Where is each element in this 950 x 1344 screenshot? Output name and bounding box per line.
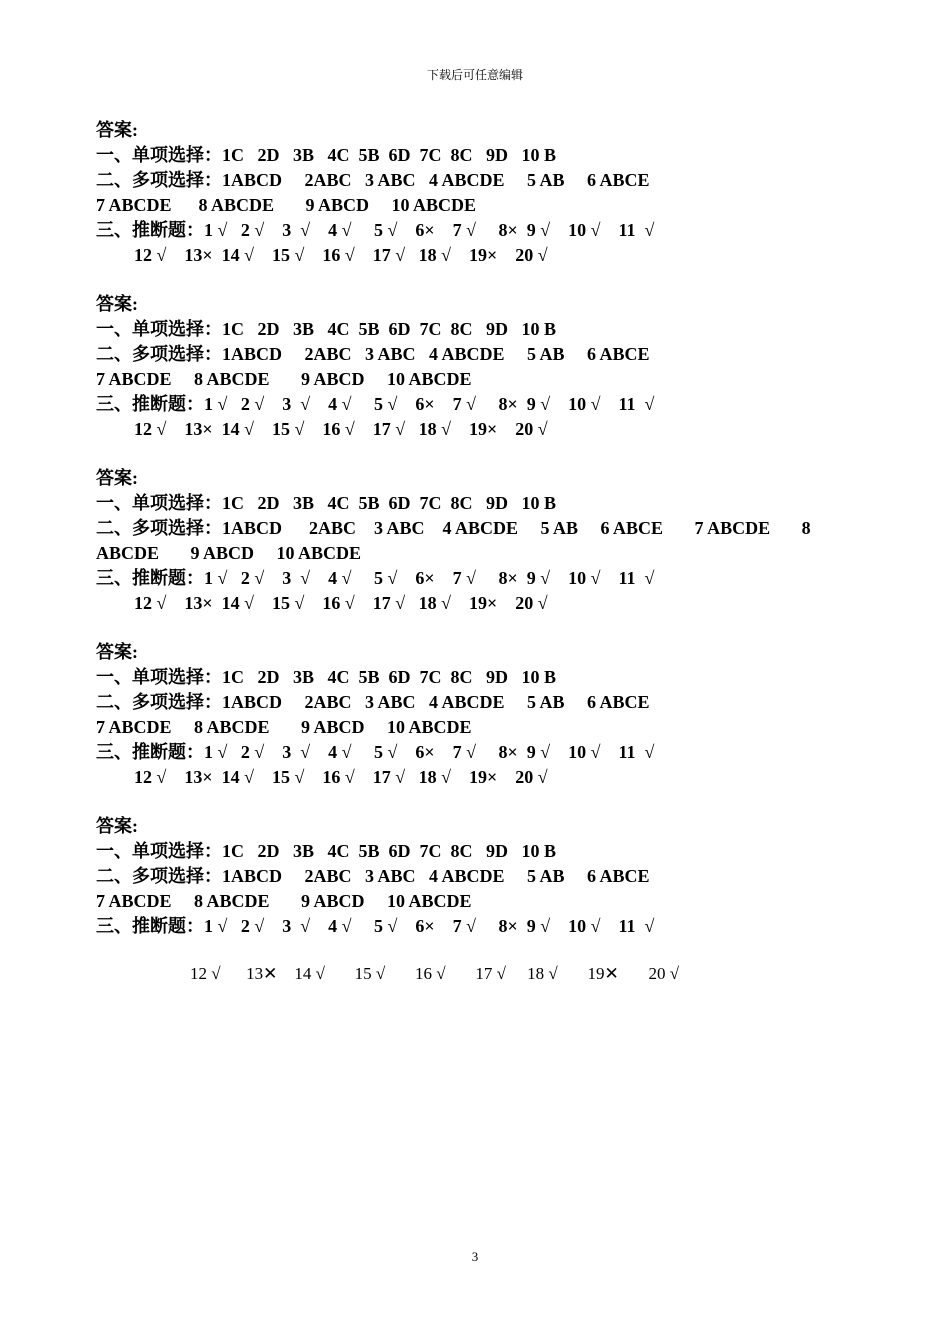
answer-heading: 答案: xyxy=(96,642,138,662)
single-choice-answers: 一、单项选择：1C 2D 3B 4C 5B 6D 7C 8C 9D 10 B xyxy=(96,841,557,861)
judgment-answers: 三、推断题：1 √ 2 √ 3 √ 4 √ 5 √ 6× 7 √ 8× 9 √ 10 √ 11 √ xyxy=(96,394,655,414)
judgment-answers-cont: 12 √ 13× 14 √ 15 √ 16 √ 17 √ 18 √ 19× 20 √ xyxy=(134,767,548,787)
answer-heading: 答案: xyxy=(96,816,138,836)
answer-heading: 答案: xyxy=(96,468,138,488)
multiple-choice-answers: 二、多项选择：1ABCD 2ABC 3 ABC 4 ABCDE 5 AB 6 ABCE xyxy=(96,170,650,190)
single-choice-answers: 一、单项选择：1C 2D 3B 4C 5B 6D 7C 8C 9D 10 B xyxy=(96,145,557,165)
judgment-answers: 三、推断题：1 √ 2 √ 3 √ 4 √ 5 √ 6× 7 √ 8× 9 √ 10 √ 11 √ xyxy=(96,742,655,762)
answer-heading: 答案: xyxy=(96,294,138,314)
single-choice-answers: 一、单项选择：1C 2D 3B 4C 5B 6D 7C 8C 9D 10 B xyxy=(96,493,557,513)
page-number: 3 xyxy=(471,1249,479,1264)
judgment-answers-cont: 12 √ 13× 14 √ 15 √ 16 √ 17 √ 18 √ 19× 20 √ xyxy=(134,593,548,613)
page-header: 下载后可任意编辑 xyxy=(426,68,523,82)
judgment-answers: 三、推断题：1 √ 2 √ 3 √ 4 √ 5 √ 6× 7 √ 8× 9 √ 10 √ 11 √ xyxy=(96,568,655,588)
multiple-choice-answers: 二、多项选择：1ABCD 2ABC 3 ABC 4 ABCDE 5 AB 6 ABCE xyxy=(96,692,650,712)
multiple-choice-answers: 二、多项选择：1ABCD 2ABC 3 ABC 4 ABCDE 5 AB 6 ABCE 7 ABCDE 8 xyxy=(96,518,811,538)
answer-heading: 答案: xyxy=(96,120,138,140)
multiple-choice-answers: 二、多项选择：1ABCD 2ABC 3 ABC 4 ABCDE 5 AB 6 ABCE xyxy=(96,344,650,364)
multiple-choice-answers-cont: ABCDE 9 ABCD 10 ABCDE xyxy=(96,543,362,563)
judgment-answers: 三、推断题：1 √ 2 √ 3 √ 4 √ 5 √ 6× 7 √ 8× 9 √ 10 √ 11 √ xyxy=(96,916,655,936)
multiple-choice-answers-cont: 7 ABCDE 8 ABCDE 9 ABCD 10 ABCDE xyxy=(96,369,472,389)
single-choice-answers: 一、单项选择：1C 2D 3B 4C 5B 6D 7C 8C 9D 10 B xyxy=(96,667,557,687)
judgment-answers-cont: 12 √ 13× 14 √ 15 √ 16 √ 17 √ 18 √ 19× 20 √ xyxy=(134,245,548,265)
judgment-answers: 三、推断题：1 √ 2 √ 3 √ 4 √ 5 √ 6× 7 √ 8× 9 √ 10 √ 11 √ xyxy=(96,220,655,240)
single-choice-answers: 一、单项选择：1C 2D 3B 4C 5B 6D 7C 8C 9D 10 B xyxy=(96,319,557,339)
judgment-answers-cont: 12 √ 13✕ 14 √ 15 √ 16 √ 17 √ 18 √ 19✕ 20 √ xyxy=(190,964,680,983)
multiple-choice-answers-cont: 7 ABCDE 8 ABCDE 9 ABCD 10 ABCDE xyxy=(96,891,472,911)
multiple-choice-answers: 二、多项选择：1ABCD 2ABC 3 ABC 4 ABCDE 5 AB 6 ABCE xyxy=(96,866,650,886)
judgment-answers-cont: 12 √ 13× 14 √ 15 √ 16 √ 17 √ 18 √ 19× 20 √ xyxy=(134,419,548,439)
multiple-choice-answers-cont: 7 ABCDE 8 ABCDE 9 ABCD 10 ABCDE xyxy=(96,195,477,215)
multiple-choice-answers-cont: 7 ABCDE 8 ABCDE 9 ABCD 10 ABCDE xyxy=(96,717,472,737)
